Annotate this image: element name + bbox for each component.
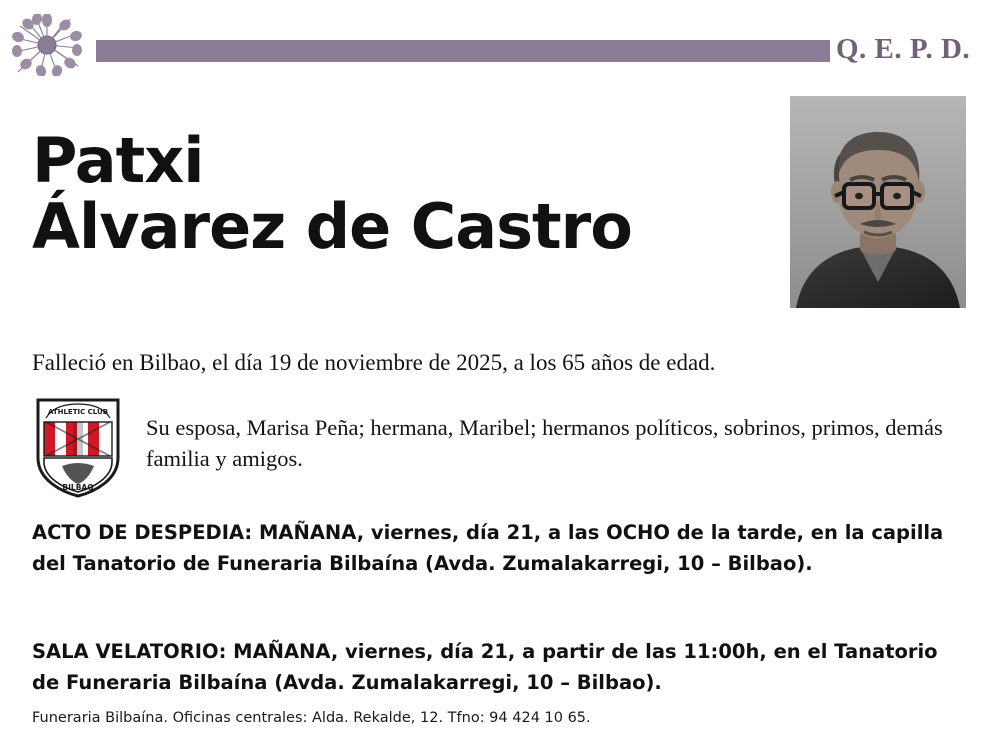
deceased-last-name: Álvarez de Castro xyxy=(32,190,632,263)
death-statement: Falleció en Bilbao, el día 19 de noviembre de 2025, a los 65 años de edad. xyxy=(32,350,716,375)
notice-header xyxy=(0,0,984,90)
svg-text:ATHLETIC CLUB: ATHLETIC CLUB xyxy=(47,408,109,416)
family-members-text: Su esposa, Marisa Peña; hermana, Maribel; hermanos políticos, sobrinos, primos, demás familia y amigos. xyxy=(146,415,943,471)
funeral-floral-emblem-icon xyxy=(12,14,82,76)
deceased-first-name: Patxi xyxy=(32,124,204,197)
wake-room-notice: SALA VELATORIO: MAÑANA, viernes, día 21, a partir de las 11:00h, en el Tanatorio de Funeraria Bilbaína (Avda. Zumalakarregi, 10 – Bilbao). xyxy=(32,640,938,694)
farewell-service-notice: ACTO DE DESPEDIA: MAÑANA, viernes, día 21, a las OCHO de la tarde, en la capilla del Tanatorio de Funeraria Bilbaína (Avda. Zumalakarregi, 10 – Bilbao). xyxy=(32,521,944,575)
portrait-photo xyxy=(790,96,966,308)
funeral-home-footer: Funeraria Bilbaína. Oficinas centrales: Alda. Rekalde, 12. Tfno: 94 424 10 65. xyxy=(32,710,591,726)
athletic-club-bilbao-crest-icon xyxy=(32,394,128,505)
svg-text:BILBAO: BILBAO xyxy=(62,483,94,492)
header-accent-bar xyxy=(96,40,830,62)
qepd-label: Q. E. P. D. xyxy=(836,33,971,65)
deceased-name xyxy=(32,124,772,263)
family-section xyxy=(32,394,952,505)
